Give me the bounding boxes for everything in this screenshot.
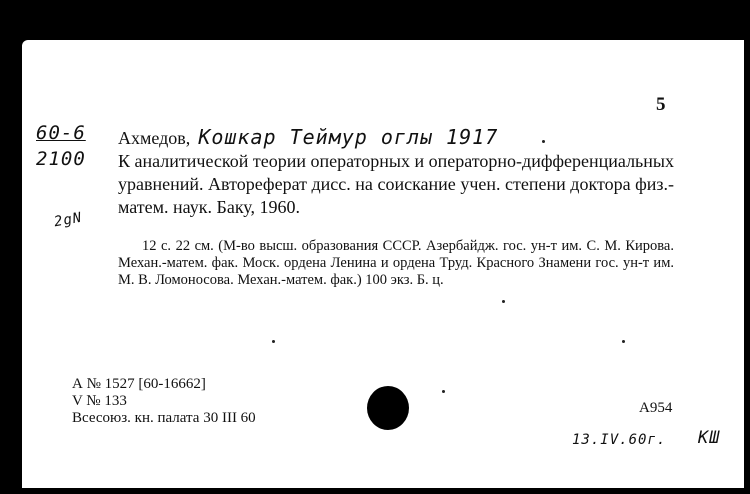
ink-speck bbox=[622, 340, 625, 343]
publication-details bbox=[118, 238, 674, 289]
registry-block bbox=[72, 376, 256, 427]
registry-line-3: Всесоюз. кн. палата 30 III 60 bbox=[72, 410, 256, 426]
title-text: К аналитической теории операторных и операторно-дифференциальных уравнений. Автореферат дисс. на соискание учен. степени доктора физ.-матем. наук. Баку, 1960. bbox=[118, 151, 674, 217]
ink-speck bbox=[542, 140, 545, 143]
author-line bbox=[118, 126, 674, 150]
ink-speck bbox=[272, 340, 275, 343]
card-code: А954 bbox=[639, 400, 673, 416]
handwritten-date: 13.IV.60г. bbox=[572, 432, 667, 448]
author-handwritten-name: Кошкар Теймур оглы 1917 bbox=[198, 125, 499, 149]
main-entry bbox=[118, 126, 674, 219]
author-surname: Ахмедов, bbox=[118, 128, 191, 148]
ink-speck bbox=[502, 300, 505, 303]
handwritten-initials: КШ bbox=[698, 428, 721, 448]
handwritten-side-note: 2gN bbox=[52, 209, 84, 231]
shelfmark-line-1: 60-6 bbox=[36, 122, 86, 144]
registry-line-2: V № 133 bbox=[72, 393, 127, 409]
shelfmark-line-2: 2100 bbox=[36, 148, 86, 170]
filing-hole bbox=[367, 386, 409, 430]
catalog-card bbox=[22, 40, 744, 488]
registry-line-1: А № 1527 [60-16662] bbox=[72, 376, 206, 392]
publication-details-text: 12 с. 22 см. (М-во высш. образования СССР. Азербайдж. гос. ун-т им. С. М. Кирова. Механ.-матем. фак. Моск. ордена Ленина и ордена Труд. Красного Знамени гос. ун-т им. М. В. Ломоносова. Механ.-матем. фак.) 100 экз. Б. ц. bbox=[118, 238, 674, 288]
card-number: 5 bbox=[656, 94, 666, 115]
ink-speck bbox=[442, 390, 445, 393]
